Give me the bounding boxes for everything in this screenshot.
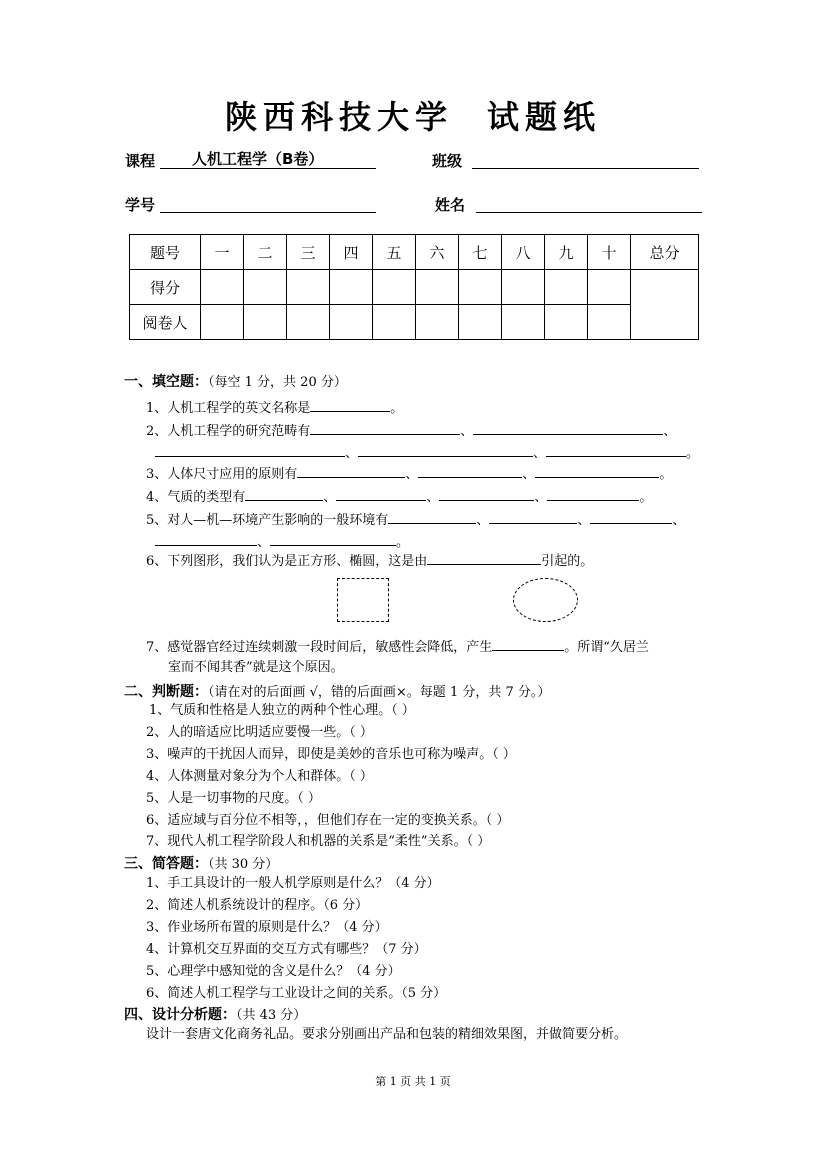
table-header-cell: 七 <box>459 235 502 270</box>
answer-blank[interactable] <box>590 509 672 524</box>
course-label: 课程 <box>125 152 156 170</box>
question-text: 5、对人—机—环境产生影响的一般环境有 <box>146 513 389 528</box>
score-cell[interactable] <box>244 270 287 305</box>
question-1-2: 2、人机工程学的研究范畴有 、 、 <box>146 420 676 442</box>
total-score-cell[interactable] <box>631 270 699 340</box>
score-cell[interactable] <box>201 270 244 305</box>
list-item: 7、现代人机工程学阶段人和机器的关系是“柔性”关系。（ ） <box>146 834 491 849</box>
answer-blank[interactable] <box>297 463 405 478</box>
question-1-5: 5、对人—机—环境产生影响的一般环境有 、 、 、 <box>146 509 685 531</box>
answer-blank[interactable] <box>535 463 659 478</box>
table-row-header: 阅卷人 <box>130 305 201 340</box>
score-cell[interactable] <box>373 270 416 305</box>
section-1-note: （每空 1 分，共 20 分） <box>208 375 347 390</box>
exam-title <box>0 92 826 138</box>
paper-label: 试题纸 <box>487 98 602 136</box>
class-label: 班级 <box>432 152 463 170</box>
grader-cell[interactable] <box>244 305 287 340</box>
section-3-heading <box>124 853 278 873</box>
section-4-title: 四、设计分析题： <box>124 1007 236 1023</box>
section-2-title: 二、判断题： <box>124 684 208 700</box>
section-3-note: （共 30 分） <box>208 857 279 872</box>
score-table-row <box>130 270 699 305</box>
score-table-row <box>130 235 699 270</box>
question-1-5-cont: 、 。 <box>155 531 409 553</box>
question-1-6 <box>146 550 593 572</box>
list-item: 4、计算机交互界面的交互方式有哪些？（7 分） <box>146 942 427 957</box>
section-1-heading <box>124 371 347 391</box>
list-item: 2、人的暗适应比明适应要慢一些。（ ） <box>146 725 373 740</box>
answer-blank[interactable] <box>358 442 533 457</box>
score-cell[interactable] <box>545 270 588 305</box>
section-4-note: （共 43 分） <box>236 1008 307 1023</box>
question-1-1: 1、人机工程学的英文名称是 。 <box>146 397 403 419</box>
score-table-row <box>130 305 699 340</box>
question-1-4: 4、气质的类型有 、 、 、 。 <box>146 486 652 508</box>
table-header-cell: 二 <box>244 235 287 270</box>
question-text: 1、人机工程学的英文名称是 <box>146 401 311 416</box>
table-header-cell: 一 <box>201 235 244 270</box>
list-item: 3、噪声的干扰因人而异，即使是美妙的音乐也可称为噪声。（ ） <box>146 747 516 762</box>
answer-blank[interactable] <box>310 420 460 435</box>
list-item: 2、简述人机系统设计的程序。（6 分） <box>146 898 369 913</box>
score-cell[interactable] <box>502 270 545 305</box>
answer-blank[interactable] <box>546 442 686 457</box>
score-cell[interactable] <box>287 270 330 305</box>
table-header-cell: 八 <box>502 235 545 270</box>
section-2-note: （请在对的后面画 √，错的后面画×。每题 1 分，共 7 分。） <box>208 685 551 700</box>
grader-cell[interactable] <box>373 305 416 340</box>
list-item: 5、心理学中感知觉的含义是什么？（4 分） <box>146 964 401 979</box>
grader-cell[interactable] <box>545 305 588 340</box>
name-label: 姓名 <box>435 196 466 214</box>
design-task-text: 设计一套唐文化商务礼品。要求分别画出产品和包装的精细效果图，并做简要分析。 <box>146 1027 628 1042</box>
question-text: 引起的。 <box>541 554 594 569</box>
class-field[interactable] <box>472 148 699 169</box>
score-cell[interactable] <box>330 270 373 305</box>
table-row-header: 得分 <box>130 270 201 305</box>
list-item: 3、作业场所布置的原则是什么？（4 分） <box>146 920 388 935</box>
table-header-cell: 四 <box>330 235 373 270</box>
question-text: 2、人机工程学的研究范畴有 <box>146 424 311 439</box>
grader-cell[interactable] <box>201 305 244 340</box>
list-item: 6、简述人机工程学与工业设计之间的关系。（5 分） <box>146 986 447 1001</box>
question-text: 3、人体尺寸应用的原则有 <box>146 467 298 482</box>
answer-blank[interactable] <box>418 463 522 478</box>
answer-blank[interactable] <box>547 486 639 501</box>
question-text: 4、气质的类型有 <box>146 490 246 505</box>
question-text: 6、下列图形，我们认为是正方形、椭圆，这是由 <box>146 554 428 569</box>
table-header-cell: 九 <box>545 235 588 270</box>
course-value: 人机工程学（B卷） <box>192 150 324 168</box>
section-4-heading <box>124 1004 306 1024</box>
section-1-title: 一、填空题： <box>124 374 208 390</box>
answer-blank[interactable] <box>310 397 390 412</box>
question-text: 。所谓“久居兰 <box>564 640 649 655</box>
answer-blank[interactable] <box>155 531 257 546</box>
grader-cell[interactable] <box>287 305 330 340</box>
list-item: 5、人是一切事物的尺度。（ ） <box>146 791 321 806</box>
grader-cell[interactable] <box>330 305 373 340</box>
student-id-label: 学号 <box>125 196 156 214</box>
list-item: 4、人体测量对象分为个人和群体。（ ） <box>146 769 373 784</box>
school-name: 陕西科技大学 <box>224 98 453 136</box>
student-id-field[interactable] <box>160 192 376 213</box>
table-header-cell: 三 <box>287 235 330 270</box>
answer-blank[interactable] <box>489 509 577 524</box>
table-header-cell: 题号 <box>130 235 201 270</box>
table-header-cell: 十 <box>588 235 631 270</box>
table-header-cell: 六 <box>416 235 459 270</box>
grader-cell[interactable] <box>502 305 545 340</box>
grader-cell[interactable] <box>459 305 502 340</box>
answer-blank[interactable] <box>427 550 541 565</box>
list-item: 1、手工具设计的一般人机学原则是什么？（4 分） <box>146 876 440 891</box>
question-1-2-cont: 、 、 。 <box>155 442 699 464</box>
section-3-title: 三、简答题： <box>124 856 208 872</box>
grader-cell[interactable] <box>416 305 459 340</box>
list-item: 1、气质和性格是人独立的两种个性心理。（ ） <box>149 703 415 718</box>
answer-blank[interactable] <box>155 442 345 457</box>
score-table <box>129 234 699 340</box>
section-2-heading <box>124 681 550 701</box>
answer-blank[interactable] <box>245 486 323 501</box>
answer-blank[interactable] <box>492 636 564 651</box>
score-cell[interactable] <box>416 270 459 305</box>
score-cell[interactable] <box>459 270 502 305</box>
answer-blank[interactable] <box>270 531 396 546</box>
question-1-7 <box>146 636 649 658</box>
answer-blank[interactable] <box>473 420 663 435</box>
dashed-ellipse-figure <box>513 578 578 622</box>
dashed-square-figure <box>337 578 389 622</box>
table-header-cell: 总分 <box>631 235 699 270</box>
score-cell[interactable] <box>588 270 631 305</box>
question-1-3: 3、人体尺寸应用的原则有 、 、 。 <box>146 463 672 485</box>
question-1-7-cont: 室而不闻其香”就是这个原因。 <box>168 660 344 675</box>
answer-blank[interactable] <box>388 509 476 524</box>
answer-blank[interactable] <box>439 486 534 501</box>
answer-blank[interactable] <box>336 486 426 501</box>
name-field[interactable] <box>476 192 702 213</box>
grader-cell[interactable] <box>588 305 631 340</box>
course-field[interactable] <box>160 148 376 169</box>
page-footer: 第 1 页 共 1 页 <box>375 1075 451 1088</box>
question-text: 7、感觉器官经过连续刺激一段时间后，敏感性会降低，产生 <box>146 640 493 655</box>
table-header-cell: 五 <box>373 235 416 270</box>
list-item: 6、适应域与百分位不相等，，但他们存在一定的变换关系。（ ） <box>146 813 510 828</box>
